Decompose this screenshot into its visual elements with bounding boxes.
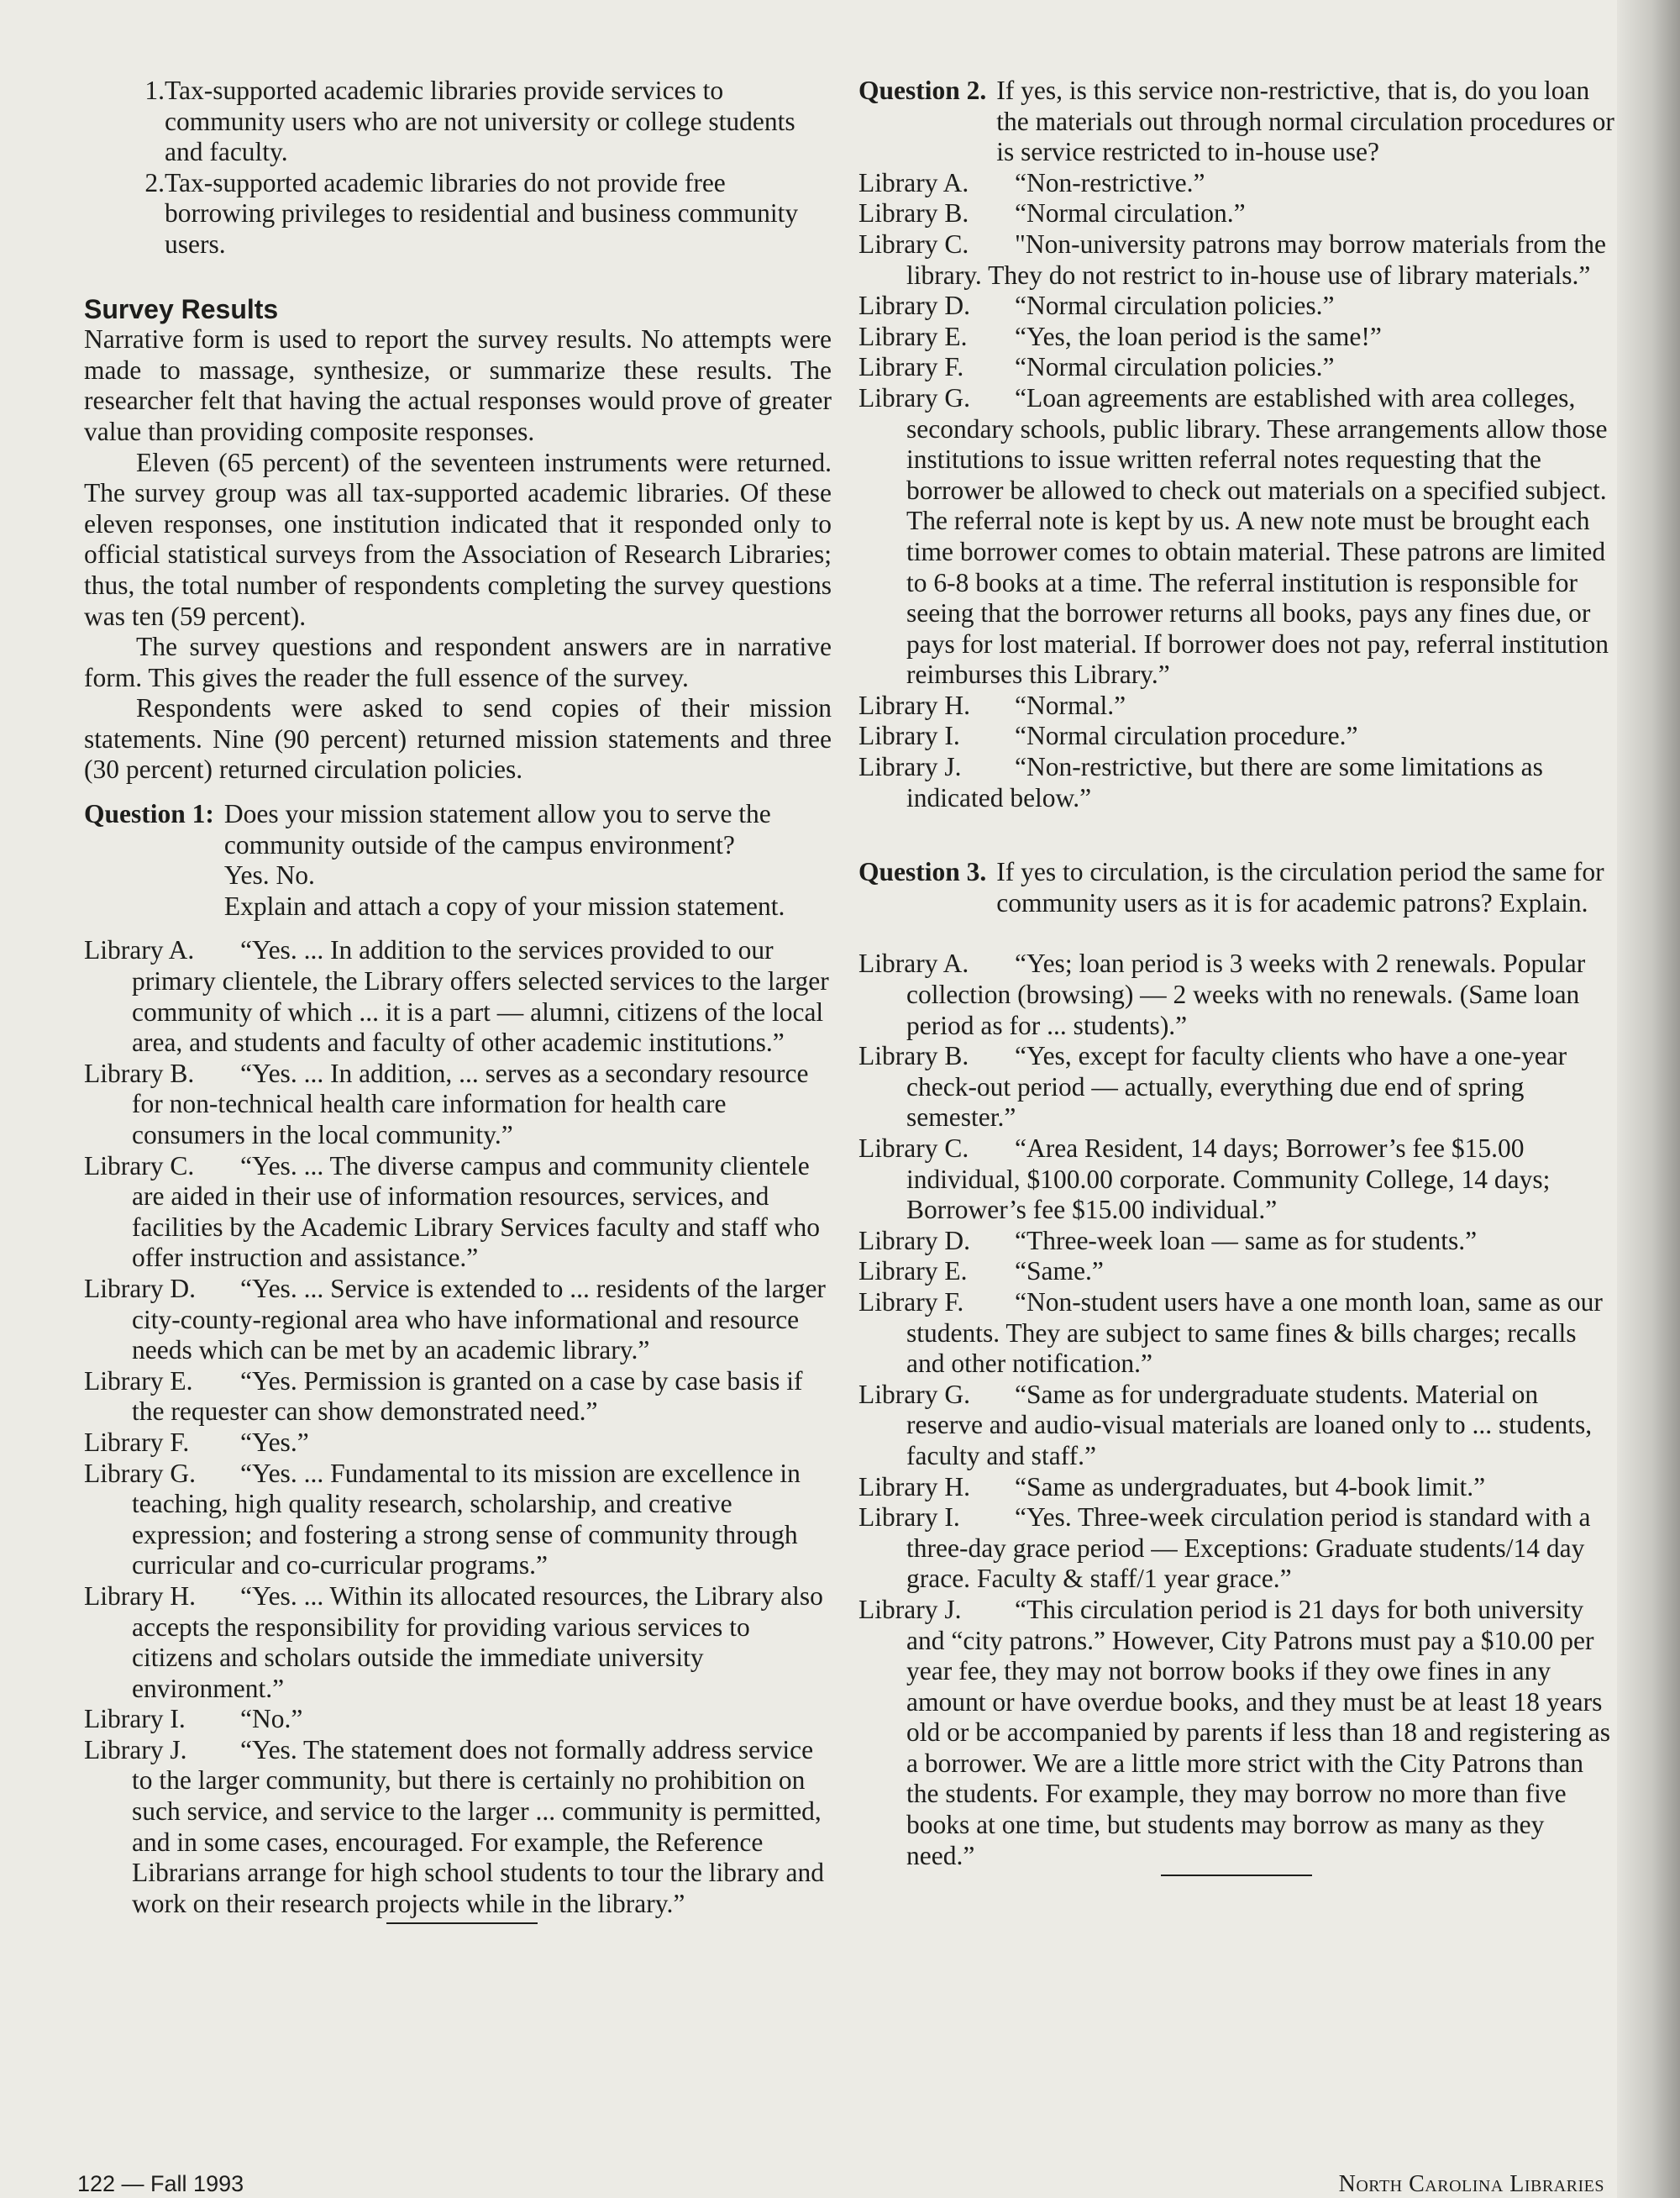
q2-answer-library-b: [858, 198, 1614, 229]
library-label: Library G.: [858, 382, 970, 413]
q2-answer-library-c: [858, 229, 1614, 291]
paragraph: Respondents were asked to send copies of their mission statements. Nine (90 percent) returned mission statements and three (30 percent) returned circulation policies.: [84, 693, 832, 785]
library-label: Library I.: [858, 721, 960, 751]
library-label: Library E.: [858, 1256, 968, 1286]
question-text: [224, 799, 832, 922]
library-label: Library A.: [858, 167, 969, 197]
answer-text: “Non-restrictive.”: [1015, 167, 1205, 197]
question-label: Question 1:: [84, 799, 214, 829]
answer-text: “Loan agreements are established with area colleges, secondary schools, public library. These arrangements allow those institutions to issue written referral notes requesting that the borrower be allowed to check out materials on a specified subject. The referral note is kept by us. A new note must be brought each time borrower comes to obtain material. These patrons are limited to 6-8 books at a time. The referral institution is responsible for seeing that the borrower returns all books, pays any fines due, or pays for lost material. If borrower does not pay, referral institution reimburses this Library.”: [906, 382, 1609, 690]
q2-answer-library-g: [858, 383, 1614, 691]
q2-answer-library-e: [858, 322, 1614, 353]
answer-text: “Normal circulation procedure.”: [1015, 721, 1358, 751]
answer-text: “Same as undergraduates, but 4-book limit.”: [1015, 1471, 1486, 1501]
right-column: [858, 76, 1614, 1876]
answer-library-h: [84, 1581, 832, 1704]
library-label: Library J.: [84, 1734, 187, 1764]
question-body: Does your mission statement allow you to serve the community outside of the campus environment?: [223, 799, 771, 860]
answer-text: “Yes. ... In addition to the services provided to our primary clientele, the Library offers selected services to the larger community of which ... it is a part — alumni, citizens of the local area, and students and faculty of other academic institutions.”: [132, 935, 829, 1058]
library-label: Library J.: [858, 1594, 962, 1624]
library-label: Library D.: [84, 1273, 196, 1303]
library-label: Library G.: [84, 1458, 196, 1488]
q3-answer-library-c: [858, 1133, 1614, 1226]
q2-answer-library-j: [858, 752, 1614, 813]
question-text: If yes to circulation, is the circulation period the same for community users as it is for academic patrons? Explain.: [996, 857, 1604, 918]
answer-text: “Yes, the loan period is the same!”: [1015, 321, 1382, 351]
answer-text: “Yes. ... Fundamental to its mission are excellence in teaching, high quality research, scholarship, and creative expression; and fostering a strong sense of community through curricular and co-curricular programs.”: [132, 1458, 801, 1580]
question-3: [858, 857, 1614, 918]
library-label: Library C.: [858, 229, 969, 259]
q3-answer-library-f: [858, 1287, 1614, 1380]
answer-text: “Yes. ... The diverse campus and community clientele are aided in their use of information resources, services, and facilities by the Academic Library Services faculty and staff who offer instruction and assistance.”: [132, 1150, 820, 1273]
q2-answer-library-f: [858, 352, 1614, 383]
list-number: 2.: [144, 167, 165, 197]
library-label: Library E.: [858, 321, 968, 351]
library-label: Library I.: [84, 1704, 186, 1734]
q2-answer-library-d: [858, 291, 1614, 322]
answer-text: “Same.”: [1015, 1256, 1104, 1286]
answer-text: “Yes. Three-week circulation period is standard with a three-day grace period — Exceptions: Graduate students/14 day grace. Faculty & staff/1 year grace.”: [906, 1502, 1591, 1594]
q2-answer-library-i: [858, 721, 1614, 752]
end-rule: [386, 1922, 538, 1924]
q3-answer-library-g: [858, 1380, 1614, 1472]
question-options: Yes. No.: [223, 860, 315, 891]
q2-answer-library-a: [858, 168, 1614, 199]
answer-text: “Normal circulation policies.”: [1015, 352, 1335, 382]
answer-library-e: [84, 1366, 832, 1428]
question-label: Question 2.: [858, 76, 987, 105]
answer-text: “Yes. The statement does not formally address service to the larger community, but there is certainly no prohibition on such service, and service to the larger ... community is permitted, and in some cases, encouraged. For example, the Reference Librarians arrange for high school students to tour the library and work on their research projects while in the library.”: [132, 1734, 825, 1918]
q3-answer-library-h: [858, 1472, 1614, 1503]
answer-text: “Normal circulation policies.”: [1015, 291, 1335, 321]
q3-answer-library-i: [858, 1502, 1614, 1595]
list-text: Tax-supported academic libraries provide services to community users who are not university or college students and faculty.: [165, 76, 795, 167]
library-label: Library F.: [858, 1286, 964, 1317]
library-label: Library H.: [84, 1580, 196, 1611]
answer-text: “Yes.”: [240, 1427, 309, 1457]
q3-answer-library-d: [858, 1226, 1614, 1257]
answer-text: “This circulation period is 21 days for both university and “city patrons.” However, City Patrons must pay a $10.00 per year fee, they may not borrow books if they owe fines in any amount or have overdue books, and they must be at least 18 years old or be accompanied by parents if less than 18 and registering as a borrower. We are a little more strict with the City Patrons than the students. For example, they may borrow no more than five books at one time, but students may borrow as many as they need.”: [906, 1594, 1610, 1870]
library-label: Library B.: [84, 1058, 195, 1088]
library-label: Library F.: [84, 1427, 190, 1457]
library-label: Library C.: [84, 1150, 195, 1181]
library-label: Library H.: [858, 690, 970, 720]
question-label: Question 3.: [858, 857, 987, 887]
left-column: [84, 76, 832, 1924]
paragraph: Eleven (65 percent) of the seventeen instruments were returned. The survey group was all tax-supported academic libraries. Of these eleven responses, one institution indicated that it responded only to official statistical surveys from the Association of Research Libraries; thus, the total number of respondents completing the survey questions was ten (59 percent).: [84, 447, 832, 631]
library-label: Library A.: [858, 949, 969, 979]
answer-text: “Yes, except for faculty clients who have a one-year check-out period — actually, everything due end of spring semester.”: [906, 1041, 1567, 1133]
library-label: Library D.: [858, 291, 970, 321]
q2-answer-library-h: [858, 691, 1614, 722]
list-text: Tax-supported academic libraries do not provide free borrowing privileges to residential and business community users.: [165, 167, 799, 259]
library-label: Library I.: [858, 1502, 960, 1533]
library-label: Library E.: [84, 1365, 193, 1396]
answer-text: “Yes. ... In addition, ... serves as a secondary resource for non-technical health care information for health care consumers in the local community.”: [132, 1058, 809, 1149]
answer-library-g: [84, 1459, 832, 1581]
answer-text: “Yes. ... Service is extended to ... residents of the larger city-county-regional area who have informational and resource needs which can be met by an academic library.”: [132, 1273, 826, 1365]
question-1: [84, 799, 832, 922]
answer-text: “Non-restrictive, but there are some limitations as indicated below.”: [906, 752, 1543, 812]
answer-text: “Non-student users have a one month loan, same as our students. They are subject to same fines & bills charges; recalls and other notification.”: [906, 1286, 1603, 1379]
library-label: Library A.: [84, 935, 195, 965]
question-2: [858, 76, 1614, 168]
answer-text: “Yes. ... Within its allocated resources, the Library also accepts the responsibility for providing various services to citizens and scholars outside the immediate university environment.”: [132, 1580, 823, 1703]
library-label: Library G.: [858, 1379, 970, 1409]
answer-library-b: [84, 1059, 832, 1151]
library-label: Library J.: [858, 752, 962, 782]
journal-title-footer: North Carolina Libraries: [1338, 2171, 1604, 2197]
library-label: Library F.: [858, 352, 964, 382]
answer-text: “Three-week loan — same as for students.”: [1015, 1225, 1478, 1255]
hypothesis-1: [84, 76, 832, 168]
q3-answer-library-a: [858, 949, 1614, 1041]
answer-library-j: [84, 1735, 832, 1920]
page-edge-shadow: [1617, 0, 1680, 2198]
library-label: Library H.: [858, 1471, 970, 1501]
answer-text: “Yes; loan period is 3 weeks with 2 renewals. Popular collection (browsing) — 2 weeks with no renewals. (Same loan period as for ... students).”: [906, 949, 1586, 1040]
answer-library-a: [84, 935, 832, 1058]
q3-answer-library-b: [858, 1041, 1614, 1133]
answer-text: “Same as for undergraduate students. Material on reserve and audio-visual materials are loaned only to ... students, faculty and staff.”: [906, 1379, 1593, 1470]
question-text: If yes, is this service non-restrictive, that is, do you loan the materials out through normal circulation procedures or is service restricted to in-house use?: [996, 76, 1614, 167]
library-label: Library C.: [858, 1133, 969, 1163]
answer-library-i: [84, 1704, 832, 1735]
list-number: 1.: [144, 76, 165, 105]
answer-library-f: [84, 1428, 832, 1459]
answer-library-c: [84, 1151, 832, 1274]
answer-text: “Normal circulation.”: [1015, 198, 1246, 229]
library-label: Library B.: [858, 198, 969, 229]
library-label: Library B.: [858, 1041, 969, 1071]
answer-text: "Non-university patrons may borrow materials from the library. They do not restrict to in-house use of library materials.”: [906, 229, 1606, 290]
page-number-footer: 122 — Fall 1993: [77, 2171, 244, 2196]
answer-text: “No.”: [240, 1704, 303, 1734]
answer-text: “Normal.”: [1015, 690, 1126, 720]
end-rule: [1161, 1875, 1312, 1876]
paragraph: The survey questions and respondent answers are in narrative form. This gives the reader the full essence of the survey.: [84, 632, 832, 692]
answer-library-d: [84, 1274, 832, 1366]
q3-answer-library-j: [858, 1595, 1614, 1871]
answer-text: “Area Resident, 14 days; Borrower’s fee $15.00 individual, $100.00 corporate. Community College, 14 days; Borrower’s fee $15.00 individual.”: [906, 1133, 1551, 1225]
section-heading: Survey Results: [84, 293, 279, 324]
answer-text: “Yes. Permission is granted on a case by case basis if the requester can show demonstrated need.”: [132, 1365, 803, 1427]
q3-answer-library-e: [858, 1256, 1614, 1287]
paragraph: Narrative form is used to report the survey results. No attempts were made to massage, synthesize, or summarize these results. The researcher felt that having the actual responses would prove of greater value than providing composite responses.: [84, 324, 832, 446]
hypothesis-2: [84, 168, 832, 260]
library-label: Library D.: [858, 1225, 970, 1255]
question-instruction: Explain and attach a copy of your mission statement.: [223, 891, 785, 921]
